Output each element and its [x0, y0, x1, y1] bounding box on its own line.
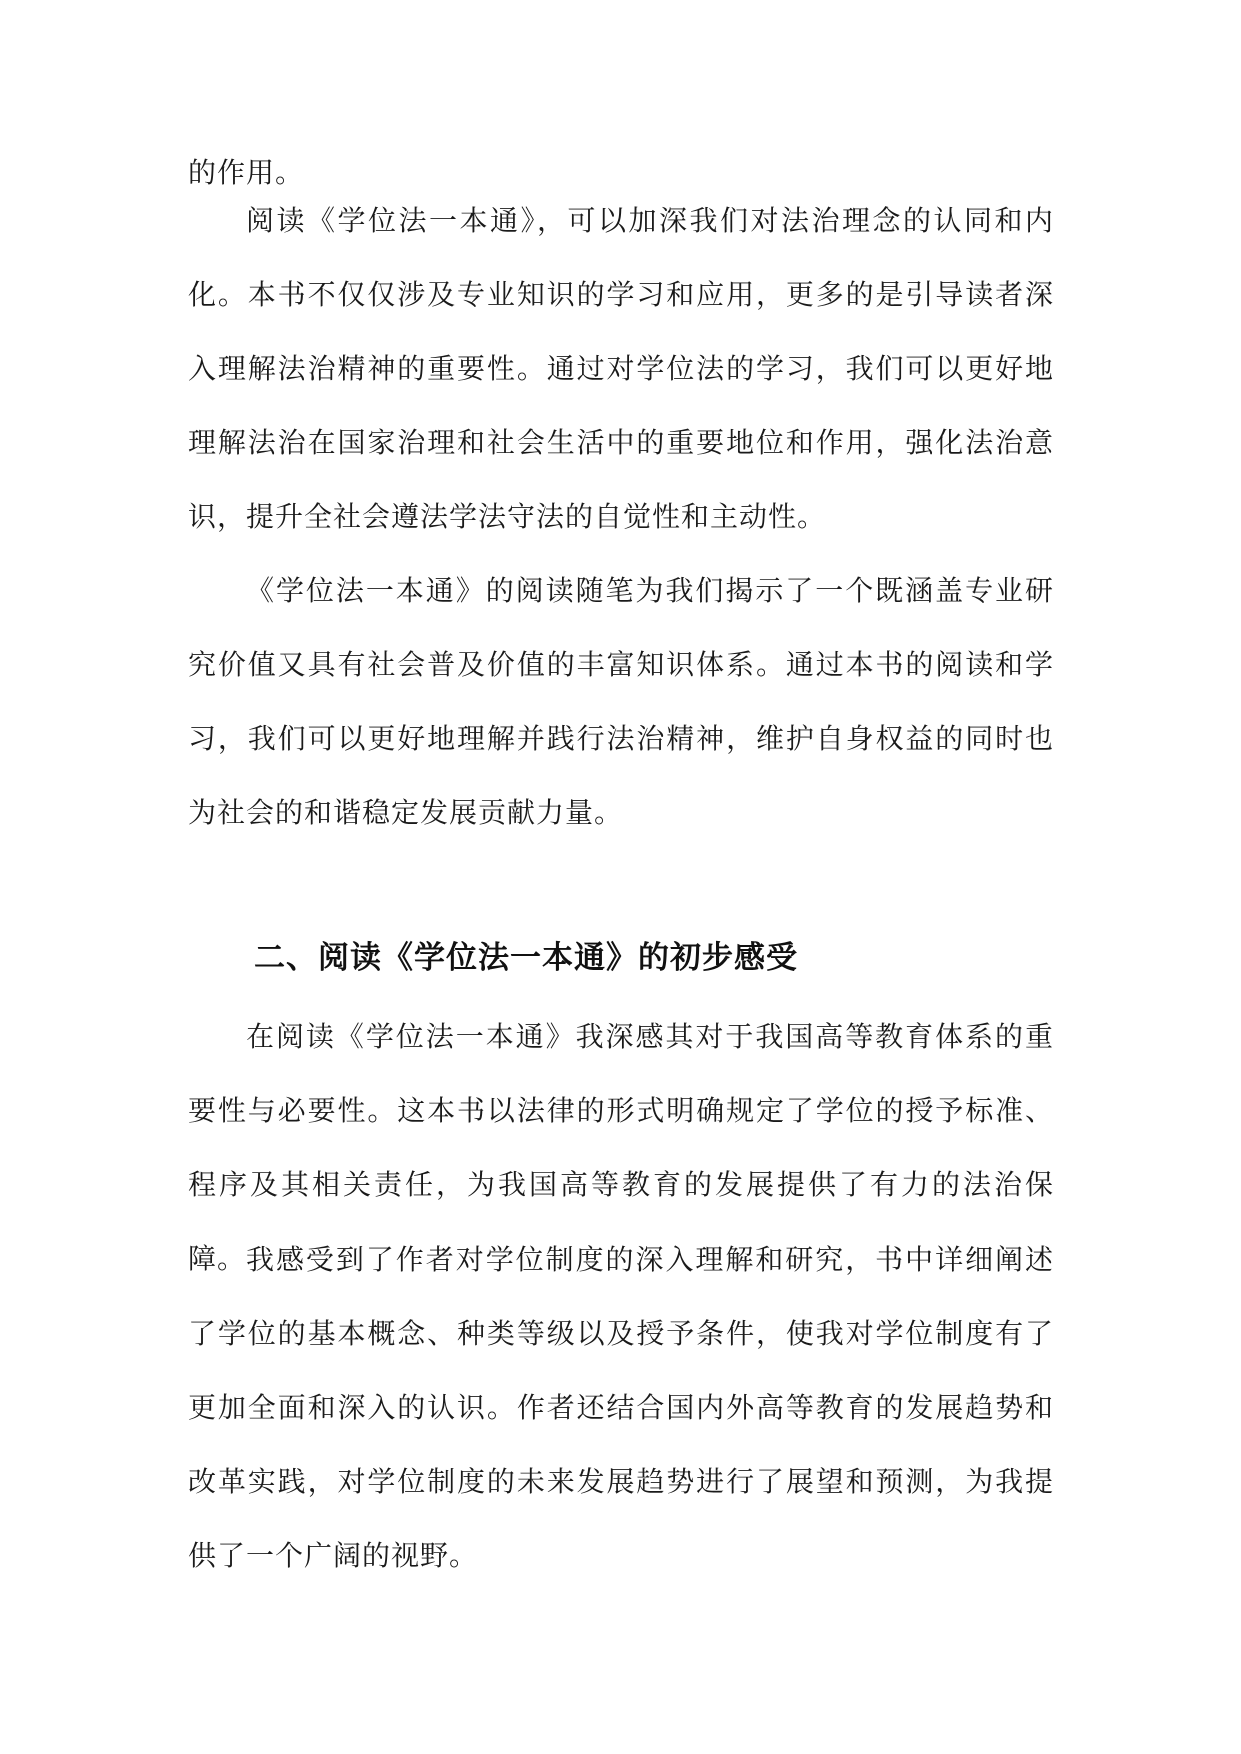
section-heading: 二、阅读《学位法一本通》的初步感受 [254, 940, 798, 976]
paragraph-author-insight: 我感受到了作者对学位制度的深入理解和研究，书中详细阐述了学位的基本概念、种类等级以及授予条件，使我对学位制度有了更加全面和深入的认识。作者还结合国内外高等教育的发展趋势和改革实践，对学位制度的未来发展趋势进行了展望和预测，为我提供了一个广阔的视野。 [188, 1243, 1054, 1572]
paragraph-legal-concept: 阅读《学位法一本通》，可以加深我们对法治理念的认同和内化。本书不仅仅涉及专业知识的学习和应用，更多的是引导读者深入理解法治精神的重要性。通过对学位法的学习，我们可以更好地理解法治在国家治理和社会生活中的重要地位和作用，强化法治意识，提升全社会遵法学法守法的自觉性和主动性。 [188, 204, 1054, 533]
paragraph-reading-notes: 《学位法一本通》的阅读随笔为我们揭示了一个既涵盖专业研究价值又具有社会普及价值的丰富知识体系。通过本书的阅读和学习，我们可以更好地理解并践行法治精神，维护自身权益的同时也为社会的和谐稳定发展贡献力量。 [188, 574, 1054, 829]
paragraph-continuation: 的作用。 [188, 156, 305, 189]
paragraph-first-impression: 在阅读《学位法一本通》我深感其对于我国高等教育体系的重要性与必要性。这本书以法律的形式明确规定了学位的授予标准、程序及其相关责任，为我国高等教育的发展提供了有力的法治保障。 [188, 1020, 1054, 1275]
